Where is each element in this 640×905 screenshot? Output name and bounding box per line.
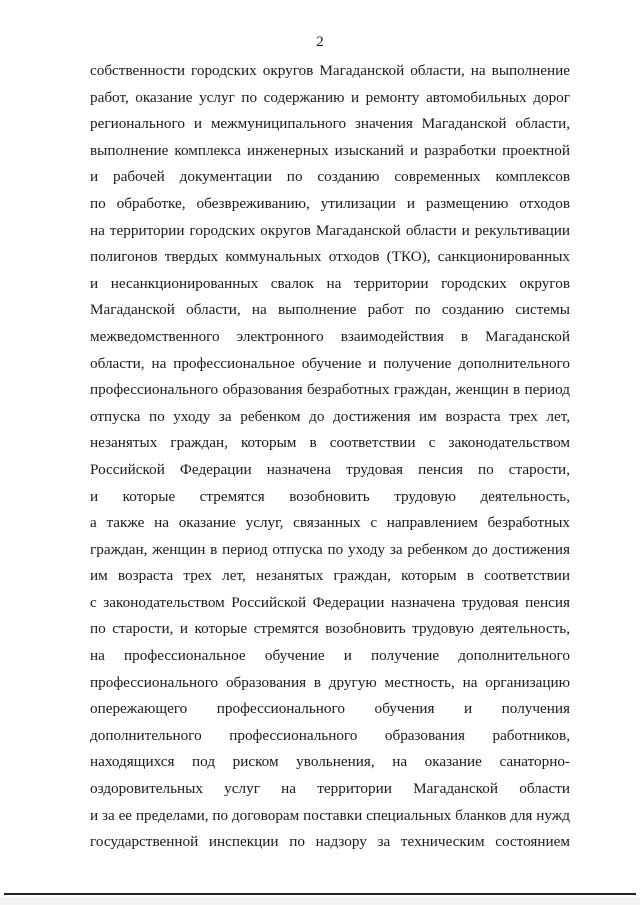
text-line: и которые стремятся возобновить трудовую деятельность, [90,487,570,505]
text-line: оздоровительных услуг на территории Магаданской области [90,780,570,798]
text-line: регионального и межмуниципального значения Магаданской области, [90,115,570,133]
text-line: профессионального образования безработных граждан, женщин в период [90,381,570,399]
body-text [90,58,570,856]
text-line: Российской Федерации назначена трудовая пенсия по старости, [90,460,570,478]
text-line: с законодательством Российской Федерации назначена трудовая пенсия [90,593,570,611]
text-line: отпуска по уходу за ребенком до достижения им возраста трех лет, [90,407,570,425]
text-line: на территории городских округов Магаданской области и рекультивации [90,221,570,239]
text-line: и несанкционированных свалок на территории городских округов [90,274,570,292]
text-line: и за ее пределами, по договорам поставки специальных бланков для нужд [90,806,570,824]
text-line: находящихся под риском увольнения, на оказание санаторно- [90,753,570,771]
text-line: опережающего профессионального обучения и получения [90,700,570,718]
text-line: им возраста трех лет, незанятых граждан, которым в соответствии [90,567,570,585]
scan-bottom-edge [0,897,640,905]
text-line: а также на оказание услуг, связанных с направлением безработных [90,514,570,532]
text-line: по обработке, обезвреживанию, утилизации и размещению отходов [90,194,570,212]
text-line: работ, оказание услуг по содержанию и ремонту автомобильных дорог [90,88,570,106]
text-line: области, на профессиональное обучение и получение дополнительного [90,354,570,372]
text-line: Магаданской области, на выполнение работ по созданию системы [90,301,570,319]
text-line: выполнение комплекса инженерных изысканий и разработки проектной [90,141,570,159]
text-line: полигонов твердых коммунальных отходов (ТКО), санкционированных [90,248,570,266]
page-number: 2 [316,34,324,50]
text-line: незанятых граждан, которым в соответствии с законодательством [90,434,570,452]
text-line: государственной инспекции по надзору за техническим состоянием [90,833,570,851]
text-line: собственности городских округов Магаданской области, на выполнение [90,62,570,79]
text-line: граждан, женщин в период отпуска по уходу за ребенком до достижения [90,540,570,558]
text-line: по старости, и которые стремятся возобновить трудовую деятельность, [90,620,570,638]
text-line: дополнительного профессионального образования работников, [90,726,570,744]
text-line: на профессиональное обучение и получение дополнительного [90,647,570,665]
text-line: профессионального образования в другую местность, на организацию [90,673,570,691]
scan-bottom-border [4,893,636,895]
text-line: межведомственного электронного взаимодействия в Магаданской [90,327,570,345]
text-line: и рабочей документации по созданию современных комплексов [90,168,570,186]
